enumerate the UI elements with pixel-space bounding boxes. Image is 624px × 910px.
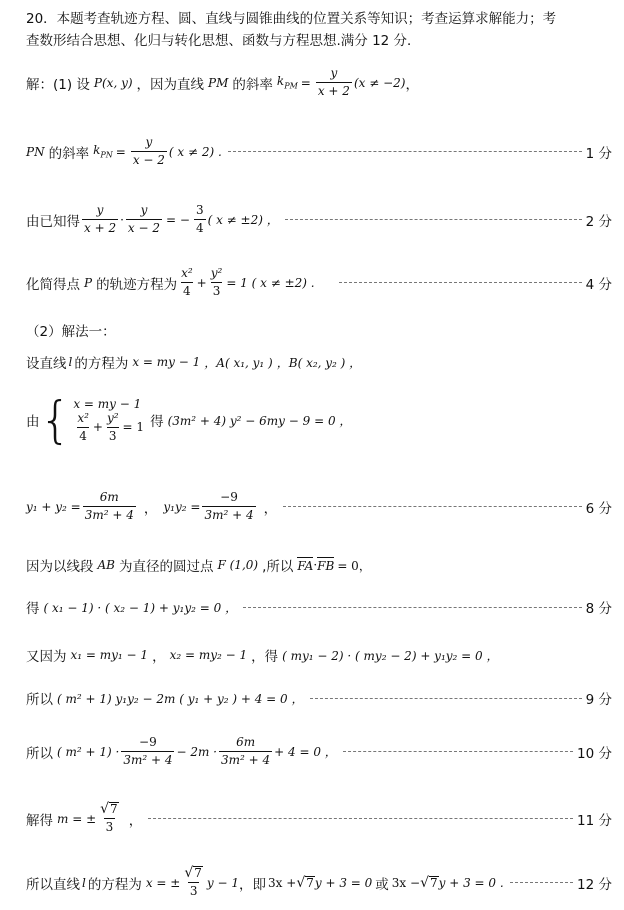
plus: +	[92, 420, 103, 434]
text: 的轨迹方程为	[96, 276, 178, 293]
text: 得	[26, 601, 40, 617]
sqrt-icon: √ 7	[420, 874, 438, 891]
final-line	[26, 866, 612, 899]
equals: =	[300, 75, 311, 90]
text: ,所以	[262, 559, 294, 575]
text: ，即	[239, 876, 267, 893]
text: ，	[263, 500, 278, 517]
header-line-2: 查数形结合思想、化归与转化思想、函数与方程思想.满分 12 分．	[26, 33, 421, 49]
product-lhs: y₁y₂ =	[163, 499, 201, 514]
fraction	[75, 411, 91, 444]
text: 的斜率	[48, 145, 90, 162]
equation-rest: = 0，	[337, 558, 371, 573]
fraction	[105, 411, 121, 444]
line-pm: PM	[208, 75, 229, 90]
numerator: −9	[220, 490, 238, 504]
text: 设直线	[26, 356, 67, 372]
problem-header	[26, 8, 610, 52]
equation: ( x₁ − 1) · ( x₂ − 1) + y₁y₂ = 0 ，	[43, 600, 238, 615]
slope-symbol: k	[93, 143, 101, 158]
fraction	[219, 735, 272, 768]
equation: x₁ = my₁ − 1	[70, 648, 149, 662]
sum-lhs: y₁ + y₂ =	[26, 499, 81, 514]
equation: 3x −	[391, 875, 421, 890]
equation: ( m² + 1) ·	[57, 744, 120, 759]
text: 因为以线段	[26, 559, 94, 575]
point-b: ，B( x₂, y₂ ) ，	[276, 355, 362, 370]
fraction	[121, 735, 174, 768]
part2-heading	[26, 320, 612, 340]
fraction	[202, 490, 255, 523]
text: 解：(1) 设	[26, 76, 90, 93]
condition: ( x ≠ ±2) ，	[207, 213, 279, 227]
line-l-setup	[26, 352, 612, 372]
denominator: 3	[212, 284, 221, 298]
score-mark: 1 分	[585, 145, 612, 162]
header-line-1: 20．本题考查轨迹方程、圆、直线与圆锥曲线的位置关系等知识；考查运算求解能力；考	[26, 11, 557, 27]
equation: + 4 = 0 ，	[274, 745, 337, 759]
brace-icon: {	[39, 391, 72, 449]
equation: m = ±	[57, 811, 97, 826]
dotted-leader	[510, 882, 573, 883]
text: 的斜率	[232, 76, 273, 93]
equation: − 2m ·	[176, 744, 217, 759]
text: 的方程为	[74, 356, 129, 372]
numerator: 6m	[99, 490, 119, 504]
fraction	[194, 203, 206, 236]
segment-ab: AB	[97, 558, 115, 572]
equation: x = my − 1	[132, 355, 201, 369]
denominator: 4	[79, 428, 87, 443]
text: 由已知得	[26, 213, 80, 230]
circle-condition-line	[26, 555, 612, 575]
text: ，	[128, 812, 143, 829]
text: 所以	[26, 692, 53, 708]
equation: 3x +	[268, 875, 297, 890]
numerator: y	[140, 203, 148, 217]
fraction	[83, 490, 136, 523]
text: 所以直线	[26, 876, 80, 893]
equation-system	[39, 391, 145, 449]
denominator: 4	[195, 221, 204, 235]
point-f: F (1,0)	[217, 558, 259, 572]
equals-one: = 1	[122, 420, 145, 434]
part1-setup-line	[26, 66, 612, 99]
denominator: 3	[108, 428, 117, 443]
pn-slope-line	[26, 135, 612, 168]
expanded-line	[26, 688, 612, 708]
text: 化简得点	[26, 276, 80, 293]
line-l: l	[68, 355, 73, 369]
text: ，	[143, 500, 158, 517]
score-mark: 11 分	[577, 812, 612, 829]
text: 为直径的圆过点	[118, 559, 214, 575]
score-mark: 4 分	[585, 276, 612, 293]
dot-product-line	[26, 597, 612, 617]
denominator: 3m² + 4	[84, 508, 134, 522]
denominator: 3m² + 4	[221, 753, 271, 767]
dot: ·	[313, 558, 318, 572]
numerator: y²	[210, 266, 223, 280]
quadratic-result: (3m² + 4) y² − 6my − 9 = 0 ，	[167, 413, 352, 428]
dotted-leader	[243, 607, 582, 608]
vieta-line	[26, 490, 612, 523]
text: ，	[152, 649, 166, 665]
dotted-leader	[228, 151, 582, 152]
numerator: 6m	[236, 735, 256, 749]
trajectory-line	[26, 266, 612, 299]
sqrt-icon: √ 7	[184, 865, 202, 881]
score-mark: 6 分	[585, 500, 612, 517]
equation: x = ±	[145, 875, 181, 890]
vector-fb: FB	[317, 559, 335, 573]
solve-m-line	[26, 802, 612, 835]
dotted-leader	[148, 818, 573, 819]
dotted-leader	[339, 282, 582, 283]
numerator: 3	[195, 203, 204, 217]
line-pn: PN	[26, 144, 45, 159]
fraction	[209, 266, 225, 299]
text: ，	[405, 76, 419, 93]
system-eq-1: x = my − 1	[73, 396, 142, 411]
equation: ( my₁ − 2) · ( my₂ − 2) + y₁y₂ = 0 ，	[282, 648, 499, 663]
substitution-line	[26, 645, 612, 665]
text: 所以	[26, 745, 53, 762]
text: 得	[150, 414, 164, 430]
fraction	[182, 866, 205, 899]
numerator: y	[145, 135, 153, 149]
sqrt-icon: √ 7	[296, 874, 314, 891]
dotted-leader	[283, 506, 582, 507]
numerator: x²	[77, 410, 89, 425]
score-mark: 2 分	[585, 213, 612, 230]
numerator: y²	[106, 410, 119, 425]
numerator: y	[330, 66, 338, 80]
numerator: −9	[139, 735, 157, 749]
condition: (x ≠ −2)	[353, 75, 406, 90]
text: 或	[375, 876, 389, 893]
fraction	[131, 135, 167, 168]
denominator: 3	[105, 820, 114, 834]
text: ，因为直线	[136, 76, 205, 93]
text: ，得	[251, 649, 279, 665]
radicand: 7	[194, 866, 202, 880]
point-p: P	[84, 275, 93, 290]
score-mark: 10 分	[577, 745, 612, 762]
dotted-leader	[343, 751, 573, 752]
text: （2）解法一：	[26, 324, 116, 340]
slope-symbol: k	[276, 74, 285, 89]
radicand: 7	[430, 875, 438, 890]
dotted-leader	[285, 219, 582, 220]
condition: ( x ≠ 2) .	[168, 144, 222, 159]
denominator: x − 2	[132, 153, 165, 167]
radicand: 7	[110, 802, 118, 816]
equation: y − 1	[206, 875, 240, 890]
vieta-substitution-line	[26, 735, 612, 768]
equation: x₂ = my₂ − 1	[169, 648, 248, 662]
fraction	[316, 66, 352, 99]
equals: = −	[166, 212, 190, 227]
equals: =	[115, 144, 126, 159]
denominator: x − 2	[127, 221, 161, 235]
fraction	[98, 802, 121, 835]
score-mark: 12 分	[577, 876, 612, 893]
given-product-line	[26, 203, 612, 236]
sqrt-icon: √ 7	[100, 801, 118, 817]
denominator: 3	[189, 884, 198, 898]
denominator: 3m² + 4	[123, 753, 173, 767]
equation: y + 3 = 0	[314, 875, 373, 890]
equation-rest: = 1 ( x ≠ ±2) .	[226, 275, 315, 290]
plus: +	[196, 275, 207, 290]
fraction	[179, 266, 195, 299]
radicand: 7	[306, 875, 314, 890]
denominator: x + 2	[317, 84, 350, 98]
denominator: 4	[183, 284, 191, 298]
text: 的方程为	[87, 876, 142, 893]
fraction	[126, 203, 162, 236]
slope-subscript: PN	[100, 150, 113, 160]
vector-fa: FA	[297, 559, 314, 573]
dotted-leader	[310, 698, 582, 699]
text: 解得	[26, 812, 53, 829]
point-p: P(x, y)	[93, 75, 133, 90]
equation: ( m² + 1) y₁y₂ − 2m ( y₁ + y₂ ) + 4 = 0 ，	[57, 691, 304, 706]
score-mark: 9 分	[585, 692, 612, 708]
text: 由	[26, 414, 40, 430]
denominator: x + 2	[84, 221, 117, 235]
score-mark: 8 分	[585, 601, 612, 617]
denominator: 3m² + 4	[204, 508, 254, 522]
numerator: x²	[181, 266, 193, 280]
text: 又因为	[26, 649, 67, 665]
system-line	[26, 391, 612, 449]
numerator: y	[96, 203, 104, 217]
point-a: ，A( x₁, y₁ )	[204, 355, 273, 370]
line-l: l	[82, 875, 86, 890]
slope-subscript: PM	[284, 81, 298, 91]
fraction	[82, 203, 118, 236]
dot: ·	[120, 212, 124, 227]
equation: y + 3 = 0 .	[438, 875, 504, 890]
